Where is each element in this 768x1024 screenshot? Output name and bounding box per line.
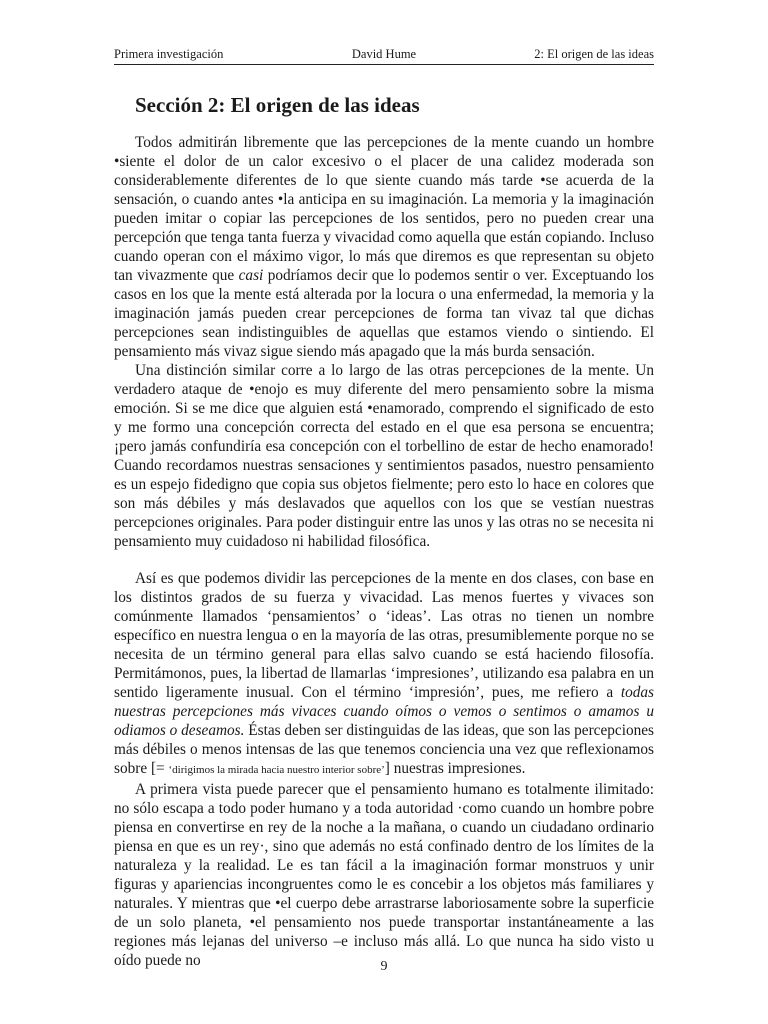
paragraph-1-text: Todos admitirán libremente que las percepciones de la mente cuando un hombre •siente el dolor de un calor excesivo o el placer de una calidez moderada son considerablemente diferentes de lo que siente cuando más tarde •se acuerda de la sensación, o cuando antes •la anticipa en su imaginación. La memoria y la imaginación pueden imitar o copiar las percepciones de los sentidos, pero no pueden crear una percepción que tenga tanta fuerza y vivacidad como aquella que están copiando. Incluso cuando operan con el máximo vigor, lo más que diremos es que representan su objeto tan vivazmente que <box>114 134 654 284</box>
paragraph-3-text-end: ] nuestras impresiones. <box>384 760 526 777</box>
paragraph-1-text-after: podríamos decir que lo podemos sentir o ver. Exceptuando los casos en los que la mente está alterada por la locura o una enfermedad, la memoria y la imaginación jamás pueden crear percepciones de forma tan vivaz tal que dichas percepciones sean indistinguibles de aquellas que estamos viendo o sintiendo. El pensamiento más vivaz sigue siendo más apagado que la más burda sensación. <box>114 267 654 360</box>
paragraph-3-italic: todas nuestras percepciones más vivaces cuando oímos o vemos o sentimos o amamos u odiamos o deseamos. <box>114 684 654 739</box>
paragraph-1-italic: casi <box>238 267 264 284</box>
header-series-title: Primera investigación <box>114 47 224 61</box>
page-number: 9 <box>380 959 388 974</box>
body-text <box>114 133 654 970</box>
paragraph-3-text: Así es que podemos dividir las percepciones de la mente en dos clases, con base en los distintos grados de su fuerza y vivacidad. Las menos fuertes y vivaces son comúnmente llamados ‘pensamientos’ o ‘ideas’. Las otras no tienen un nombre específico en nuestra lengua o en la mayoría de las otras, presumiblemente porque no se necesita de un término general para ellas salvo cuando se está haciendo filosofía. Permitámonos, pues, la libertad de llamarlas ‘impresiones’, utilizando esa palabra en un sentido ligeramente inusual. Con el término ‘impresión’, pues, me refiero a <box>114 570 654 701</box>
paragraph-2 <box>114 361 654 551</box>
paragraph-3-gloss: ‘dirigimos la mirada hacia nuestro interior sobre’ <box>168 764 385 776</box>
paragraph-4-text: A primera vista puede parecer que el pensamiento humano es totalmente ilimitado: no sólo escapa a todo poder humano y a toda autoridad ·como cuando un hombre pobre piensa en convertirse en rey de la noche a la mañana, o cuando un ciudadano ordinario piensa en que es un rey·, sino que además no está confinado dentro de los límites de la naturaleza y la realidad. Le es tan fácil a la imaginación formar monstruos y unir figuras y apariencias incongruentes como le es concebir a los objetos más familiares y naturales. Y mientras que •el cuerpo debe arrastrarse laboriosamente sobre la superficie de un solo planeta, •el pensamiento nos puede transportar instantáneamente a las regiones más lejanas del universo –e incluso más allá. Lo que nunca ha sido visto u oído puede no <box>114 781 654 969</box>
paragraph-3 <box>114 569 654 780</box>
paragraph-4 <box>114 780 654 970</box>
header-author: David Hume <box>351 47 417 61</box>
paragraph-3-text-after: Éstas deben ser distinguidas de las ideas, que son las percepciones más débiles o menos intensas de las que tenemos conciencia una vez que reflexionamos sobre [= <box>114 722 654 777</box>
section-title: Sección 2: El origen de las ideas <box>135 93 420 117</box>
paragraph-1 <box>114 133 654 361</box>
running-header <box>114 44 654 65</box>
header-chapter-title: 2: El origen de las ideas <box>534 47 654 61</box>
paragraph-2-text: Una distinción similar corre a lo largo de las otras percepciones de la mente. Un verdadero ataque de •enojo es muy diferente del mero pensamiento sobre la misma emoción. Si se me dice que alguien está •enamorado, comprendo el significado de esto y me formo una concepción correcta del estado en el que esa persona se encuentra; ¡pero jamás confundiría esa concepción con el torbellino de estar de hecho enamorado! Cuando recordamos nuestras sensaciones y sentimientos pasados, nuestro pensamiento es un espejo fidedigno que copia sus objetos fielmente; pero esto lo hace en colores que son más débiles y más deslavados que aquellos con los que se vestían nuestras percepciones originales. Para poder distinguir entre las unos y las otras no se necesita ni pensamiento muy cuidadoso ni habilidad filosófica. <box>114 362 654 550</box>
